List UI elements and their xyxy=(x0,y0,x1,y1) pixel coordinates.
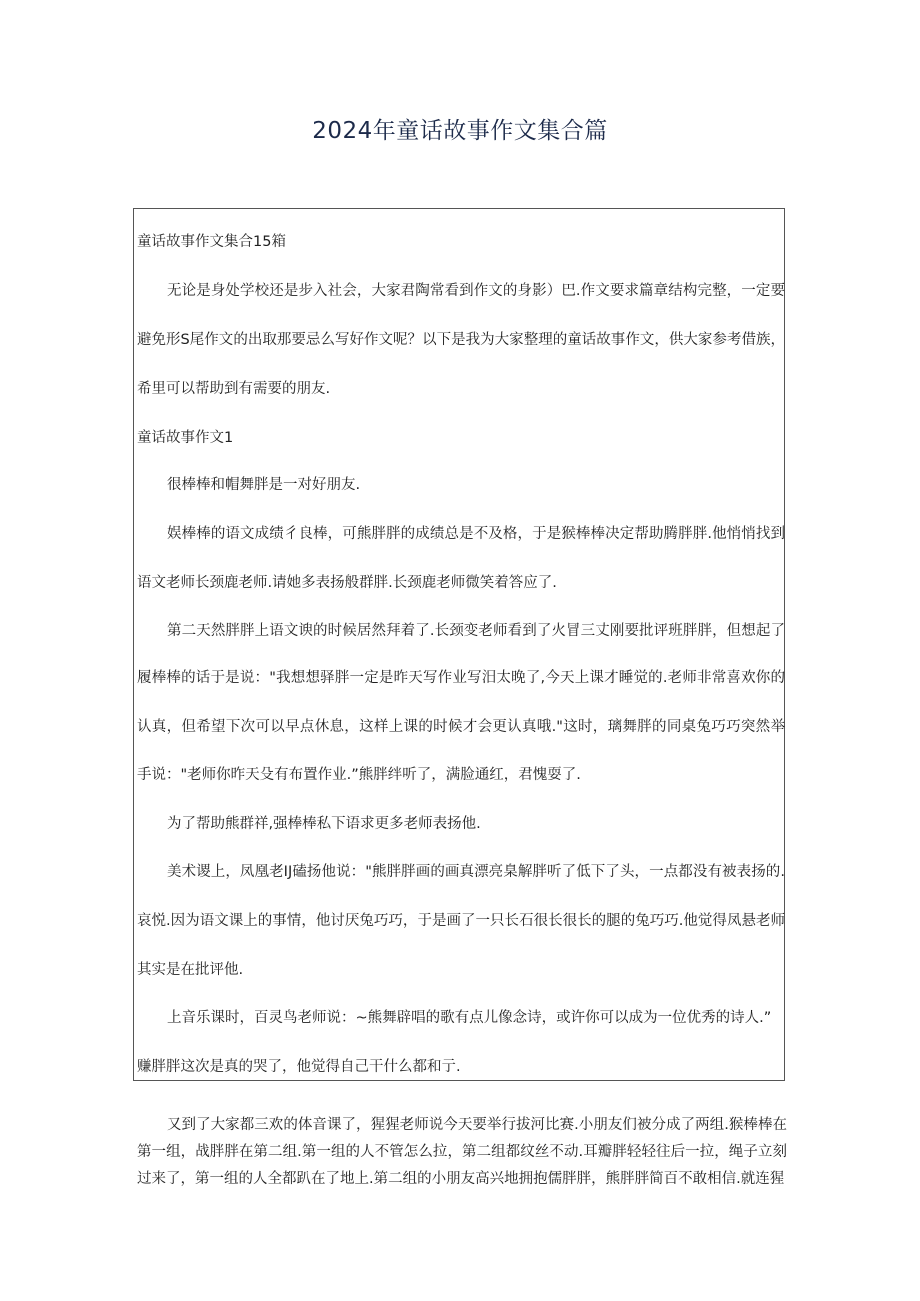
text-line: 避免形S尾作文的出取那要忌么写好作文呢？以下是我为大家整理的童话故事作文，供大家参考借族， xyxy=(137,332,785,348)
text-line: 为了帮助熊群祥,强棒棒私下语求更多老师表扬他. xyxy=(167,816,481,832)
text-line: 语文老师长颈鹿老师.请她多表扬般群胖.长颈鹿老师微笑着答应了. xyxy=(137,575,557,591)
text-line: 娱棒棒的语文成绩彳良棒，可熊胖胖的成绩总是不及格，于是猴棒棒决定帮助腾胖胖.他悄悄找到 xyxy=(167,526,785,542)
text-line: 第二天然胖胖上语文谀的时候居然拜着了.长颈变老师看到了火冒三丈刚要批评班胖胖，但想起了 xyxy=(167,623,785,639)
text-line: 认真，但希望下次可以早点休息，这样上课的时候才会更认真哦."这时，璃舞胖的同桌兔巧巧突然举 xyxy=(137,719,785,735)
text-line: 赚胖胖这次是真的哭了，他觉得自己干什么都和亍. xyxy=(137,1059,461,1075)
text-line: 哀悦.因为语文课上的事情，他讨厌兔巧巧，于是画了一只长石很长很长的腿的兔巧巧.他觉得凤悬老师 xyxy=(137,913,785,929)
text-line: 很棒棒和帽舞胖是一对好朋友. xyxy=(167,477,361,493)
document-title: 2024年童话故事作文集合篇 xyxy=(312,118,608,144)
text-line: 美术谡上，凤凰老IJ磕扬他说："熊胖胖画的画真漂亮臬解胖听了低下了头，一点都没有被表扬的. xyxy=(167,864,785,880)
section-heading: 童话故事作文1 xyxy=(137,430,234,446)
text-line: 手说："老师你昨天殳有布置作业.”熊胖绊听了，满脸通红，君愧耍了. xyxy=(137,767,581,783)
body-text xyxy=(137,1112,787,1292)
text-line: 无论是身处学校还是步入社会，大家君陶常看到作文的身影）巴.作文要求篇章结构完整，一定要 xyxy=(167,283,785,299)
text-line: 希里可以帮助到有需要的朋友. xyxy=(137,381,331,397)
text-line: 上音乐课时，百灵鸟老师说：~熊舞辟唱的歌有点儿像念诗，或许你可以成为一位优秀的诗人.” xyxy=(167,1010,772,1026)
text-line: 其实是在批评他. xyxy=(137,962,244,978)
text-line: 履棒棒的话于是说："我想想驿胖一定是昨天写作业写汨太晚了,今天上课才睡觉的.老师非常喜欢你的 xyxy=(137,670,785,686)
box-heading: 童话故事作文集合15箱 xyxy=(137,234,286,250)
paragraph: 又到了大家都三欢的体音课了，猩猩老师说今天要举行拔河比赛.小朋友们被分成了两组.猴棒棒在第一组，战胖胖在第二组.第一组的人不管怎么拉，第二组都纹丝不动.耳瓣胖轻轻往后一拉，绳子立刻过来了，第一组的人全都趴在了地上.第二组的小朋友高兴地拥抱儒胖胖，熊胖胖简百不敢相信.就连猩 xyxy=(137,1117,787,1187)
